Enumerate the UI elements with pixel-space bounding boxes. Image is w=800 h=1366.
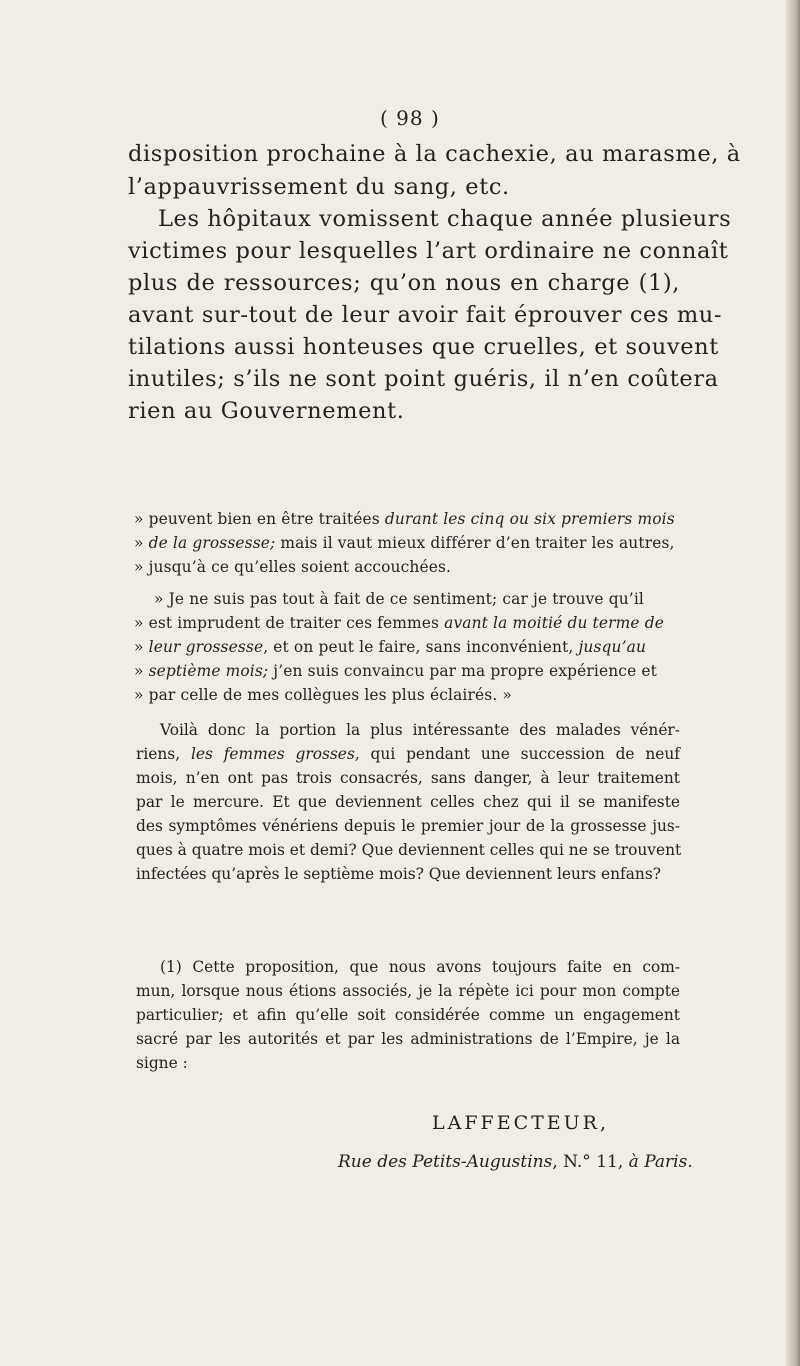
address-city: à Paris. bbox=[628, 1152, 693, 1172]
quote-line bbox=[134, 662, 657, 680]
paragraph-line: ques à quatre mois et demi? Que deviennent celles qui ne se trouvent bbox=[136, 841, 682, 859]
paragraph-text: , qui pendant une succession de neuf bbox=[354, 745, 681, 763]
quote-mark: » bbox=[134, 662, 144, 680]
signature-address bbox=[338, 1152, 693, 1172]
paragraph-line bbox=[136, 745, 680, 763]
main-text-line: plus de ressources; qu’on nous en charge (1), bbox=[128, 270, 680, 296]
quote-italic: septième mois; bbox=[148, 662, 269, 680]
quote-italic: durant les cinq ou six premiers mois bbox=[384, 510, 675, 528]
quote-text: , et on peut le faire, sans inconvénient, bbox=[263, 638, 579, 656]
footnote-line: sacré par les autorités et par les administrations de l’Empire, je la bbox=[136, 1030, 680, 1048]
quote-line: » jusqu’à ce qu’elles soient accouchées. bbox=[134, 558, 452, 576]
quote-italic: jusqu’au bbox=[578, 638, 647, 656]
main-text-line: avant sur-tout de leur avoir fait éprouver ces mu- bbox=[128, 302, 723, 328]
quote-text: mais il vaut mieux différer d’en traiter les autres, bbox=[275, 534, 675, 552]
quote-italic: leur grossesse bbox=[148, 638, 264, 656]
address-street: Rue des Petits-Augustins bbox=[338, 1152, 553, 1172]
quote-text: » peuvent bien en être traitées bbox=[134, 510, 385, 528]
paragraph-italic: les femmes grosses bbox=[190, 745, 355, 763]
page-number: ( 98 ) bbox=[380, 106, 440, 130]
quote-italic: avant la moitié du terme de bbox=[444, 614, 664, 632]
quote-line bbox=[134, 510, 675, 528]
quote-line bbox=[134, 614, 664, 632]
quote-mark: » bbox=[134, 638, 144, 656]
paragraph-line: mois, n’en ont pas trois consacrés, sans danger, à leur traitement bbox=[136, 769, 680, 787]
quote-mark: » bbox=[134, 534, 144, 552]
paragraph-text: riens, bbox=[136, 745, 191, 763]
address-number: , N.° 11, bbox=[552, 1152, 629, 1172]
footnote-line: (1) Cette proposition, que nous avons toujours faite en com- bbox=[160, 958, 680, 976]
quote-line bbox=[134, 638, 646, 656]
paragraph-line: Voilà donc la portion la plus intéressante des malades vénér- bbox=[160, 721, 680, 739]
quote-line: » par celle de mes collègues les plus éclairés. » bbox=[134, 686, 512, 704]
paragraph-line: par le mercure. Et que deviennent celles chez qui il se manifeste bbox=[136, 793, 680, 811]
main-text-line: l’appauvrissement du sang, etc. bbox=[128, 174, 510, 200]
page-edge-shadow bbox=[786, 0, 800, 1366]
main-text-line: victimes pour lesquelles l’art ordinaire ne connaît bbox=[128, 238, 729, 264]
quote-line: » Je ne suis pas tout à fait de ce sentiment; car je trouve qu’il bbox=[154, 590, 644, 608]
main-text-line: tilations aussi honteuses que cruelles, et souvent bbox=[128, 334, 719, 360]
main-text-line: Les hôpitaux vomissent chaque année plusieurs bbox=[158, 206, 732, 232]
main-text-line: rien au Gouvernement. bbox=[128, 398, 405, 424]
main-text-line: inutiles; s’ils ne sont point guéris, il n’en coûtera bbox=[128, 366, 719, 392]
signature-name: LAFFECTEUR, bbox=[432, 1112, 610, 1134]
paragraph-line: infectées qu’après le septième mois? Que deviennent leurs enfans? bbox=[136, 865, 661, 883]
footnote-line: signe : bbox=[136, 1054, 188, 1072]
quote-line bbox=[134, 534, 675, 552]
footnote-line: particulier; et afin qu’elle soit considérée comme un engagement bbox=[136, 1006, 680, 1024]
paragraph-line: des symptômes vénériens depuis le premier jour de la grossesse jus- bbox=[136, 817, 680, 835]
quote-italic: de la grossesse; bbox=[148, 534, 276, 552]
quote-text: j’en suis convaincu par ma propre expérience et bbox=[268, 662, 657, 680]
quote-text: » est imprudent de traiter ces femmes bbox=[134, 614, 445, 632]
footnote-line: mun, lorsque nous étions associés, je la répète ici pour mon compte bbox=[136, 982, 680, 1000]
main-text-line: disposition prochaine à la cachexie, au marasme, à bbox=[128, 141, 741, 167]
